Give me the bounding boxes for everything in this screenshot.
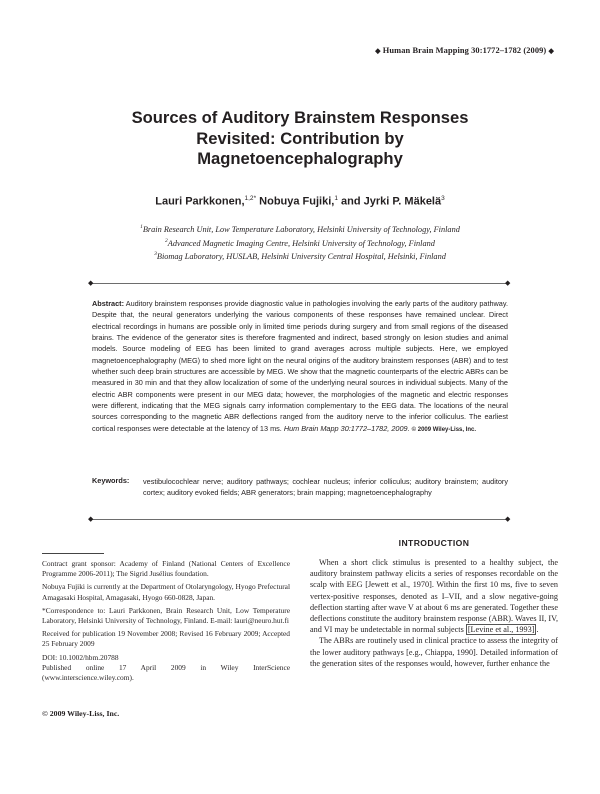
- paper-title: [60, 108, 540, 170]
- footnote-rule: [42, 553, 104, 554]
- affil-text: Advanced Magnetic Imaging Centre, Helsinki University of Technology, Finland: [167, 238, 435, 248]
- footnote: *Correspondence to: Lauri Parkkonen, Brain Research Unit, Low Temperature Laboratory, Helsinki University of Technology, Finland. E-mail: lauri@neuro.hut.fi: [42, 605, 290, 626]
- affiliation: [60, 222, 540, 236]
- affil-number: 2: [165, 237, 168, 244]
- page-copyright: © 2009 Wiley-Liss, Inc.: [42, 709, 120, 718]
- title-line: Magnetoencephalography: [197, 149, 403, 168]
- footnote: Nobuya Fujiki is currently at the Department of Otolaryngology, Hyogo Prefectural Amagasaki Hospital, Amagasaki, Hyogo 660-0828, Japan.: [42, 582, 290, 602]
- affil-number: 3: [154, 251, 157, 258]
- abstract: [92, 298, 508, 436]
- affiliation: [60, 236, 540, 250]
- paragraph-text: .: [536, 625, 539, 635]
- separator-rule: [92, 519, 508, 520]
- footnote: Published online 17 April 2009 in Wiley InterScience (www.interscience.wiley.com).: [42, 662, 290, 683]
- abstract-copyright: © 2009 Wiley-Liss, Inc.: [411, 426, 477, 433]
- abstract-label: Abstract:: [92, 299, 125, 308]
- abstract-citation: Hum Brain Mapp 30:1772–1782, 2009.: [283, 423, 410, 433]
- diamond-icon: ◆: [375, 47, 381, 55]
- paragraph-text: When a short click stimulus is presented to a healthy subject, the auditory brainstem pathway elicits a series of responses recordable on the scalp with EEG [Jewett et al., 1970]. Within the first 10 ms, five to seven vertex-positive responses, denoted as I–VII, and a slow negative-going deflection starting after wave V at about 6 ms are generated. Together these deflections constitute the auditory brainstem response (ABR). Waves II, IV, and VI may be undetectable in normal subjects: [310, 558, 558, 635]
- footnotes: [42, 559, 290, 686]
- affil-text: Biomag Laboratory, HUSLAB, Helsinki University Central Hospital, Helsinki, Finland: [156, 251, 446, 261]
- footnote: Contract grant sponsor: Academy of Finland (National Centers of Excellence Programme 2006-2011); The Sigrid Jusélius foundation.: [42, 559, 290, 579]
- reference-link[interactable]: [Levine et al., 1993]: [467, 625, 535, 635]
- title-line: Revisited: Contribution by: [196, 128, 404, 148]
- footnote: DOI: 10.1002/hbm.20788: [42, 652, 119, 662]
- paragraph: The ABRs are routinely used in clinical practice to assess the integrity of the lower auditory pathways [e.g., Chiappa, 1990]. Detailed information of the generation sites of the responses would, however, further enhance the: [310, 636, 558, 668]
- footnote: Received for publication 19 November 2008; Revised 16 February 2009; Accepted 25 February 2009: [42, 629, 290, 649]
- separator-rule: [92, 283, 508, 284]
- diamond-icon: ◆: [88, 515, 94, 523]
- running-header: [375, 46, 554, 55]
- author-name: Lauri Parkkonen,: [155, 195, 245, 208]
- affiliations: [60, 222, 540, 263]
- keywords-label: Keywords:: [92, 476, 130, 485]
- author-name: and Jyrki P. Mäkelä: [341, 195, 442, 208]
- section-heading: INTRODUCTION: [398, 538, 470, 548]
- author-affil-mark: 1: [334, 195, 338, 202]
- diamond-icon: ◆: [505, 279, 511, 287]
- paragraph: [310, 557, 558, 635]
- affiliation: [60, 249, 540, 263]
- diamond-icon: ◆: [88, 279, 94, 287]
- diamond-icon: ◆: [505, 515, 511, 523]
- introduction-body: [310, 557, 558, 669]
- author-affil-mark: 3: [441, 195, 445, 202]
- diamond-icon: ◆: [548, 47, 554, 55]
- affil-text: Brain Research Unit, Low Temperature Laboratory, Helsinki University of Technology, Finland: [142, 224, 460, 234]
- author-list: [60, 195, 540, 208]
- keywords-text: vestibulocochlear nerve; auditory pathways; cochlear nucleus; inferior colliculus; auditory brainstem; auditory cortex; auditory evoked fields; ABR generators; brain mapping; magnetoencephalography: [143, 477, 508, 498]
- author-affil-mark: 1,2: [244, 195, 254, 202]
- title-line: Sources of Auditory Brainstem Responses: [131, 108, 469, 127]
- affil-number: 1: [140, 224, 143, 230]
- corresponding-author-mark: *: [253, 195, 257, 202]
- abstract-text: Auditory brainstem responses provide diagnostic value in pathologies involving the early parts of the auditory pathway. Despite that, the neural generators underlying the various components of these responses have remained unclear. Direct electrical recordings in humans are possible only in limited time periods during surgery and from small regions of the diseased brains. The evidence of the generator sites is therefore fragmented and indirect, based strongly on lesion studies and animal models. Source modeling of EEG has been limited to grand averages across multiple subjects. Here, we employed magnetoencephalography (MEG) to shed more light on the neural origins of the auditory brainstem responses (ABR) and to test whether such deep brain structures are accessible by MEG. We show that the magnetic counterparts of the electric ABRs can be measured in 30 min and that they allow localization of some of the underlying neural sources in individual subjects. Many of the electric ABR components were present in our MEG data; however, the morphologies of the magnetic and electric responses were different, indicating that the MEG signals carry information complementary to the EEG data. The locations of the neural sources corresponding to the magnetic ABR deflections ranged from the auditory nerve to the inferior colliculus. The earliest cortical responses were detectable at the latency of 13 ms.: [92, 299, 508, 433]
- author-name: Nobuya Fujiki,: [259, 195, 335, 208]
- journal-citation: Human Brain Mapping 30:1772–1782 (2009): [382, 46, 547, 55]
